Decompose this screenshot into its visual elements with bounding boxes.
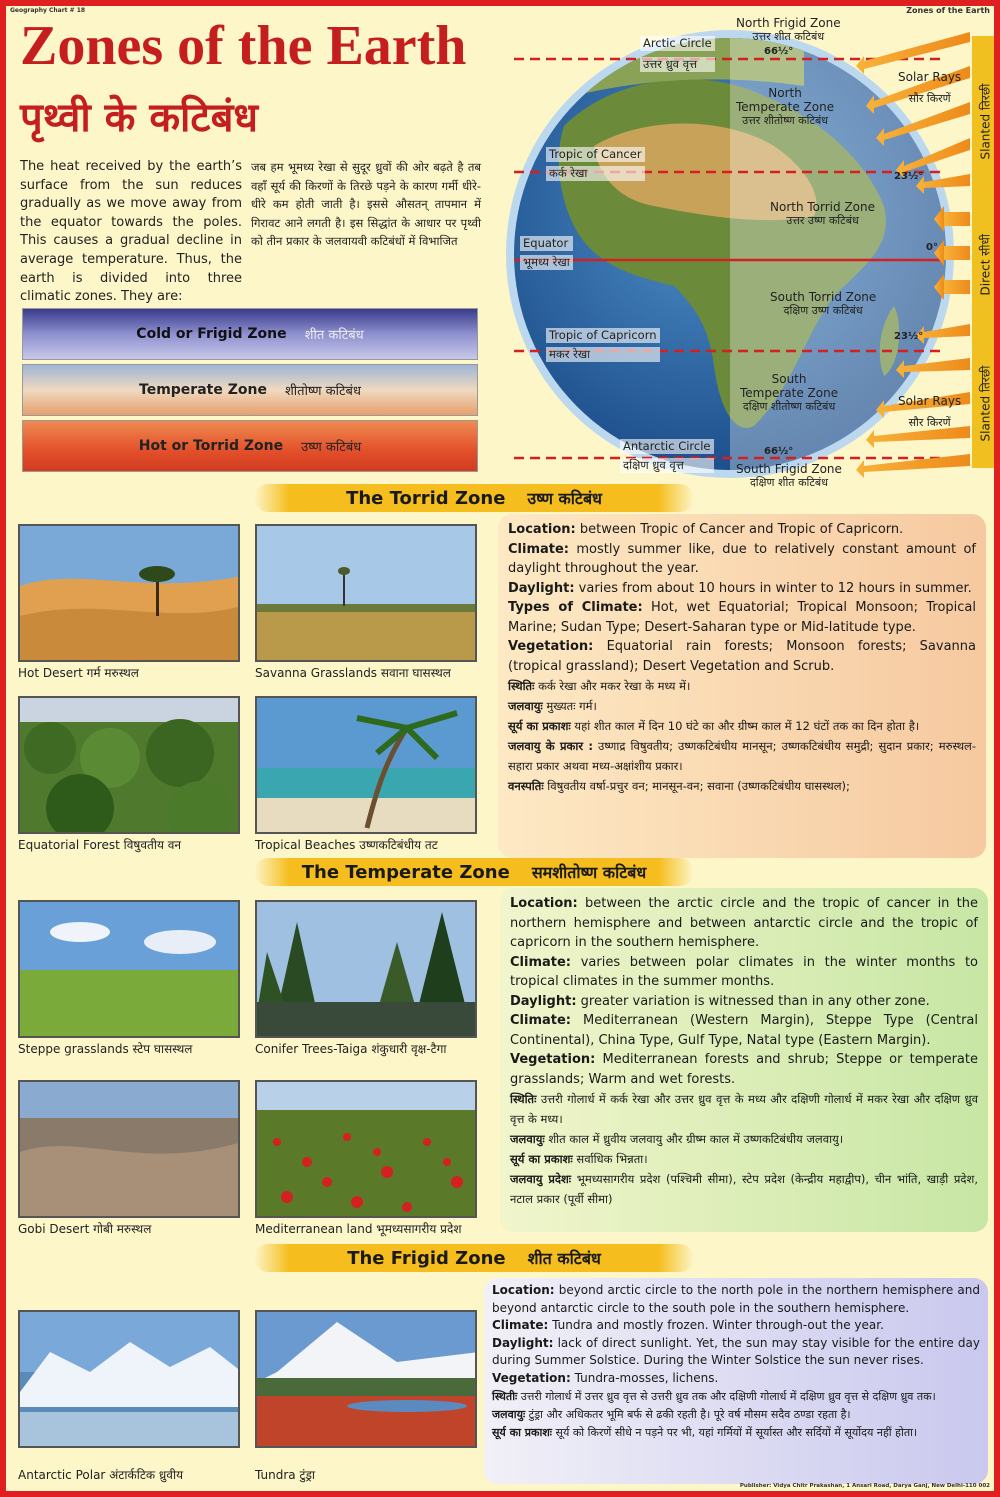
tundra-image [257, 1312, 477, 1448]
info-item [508, 696, 976, 716]
line-name: Tropic of Capricorn [546, 328, 660, 343]
steppe-photo [18, 900, 240, 1038]
solar-rays-text-hindi: सौर किरणें [908, 92, 951, 105]
south-frigid-zone-label [736, 462, 842, 490]
zone-name: Temperate Zone [740, 386, 839, 400]
degree-66-north: 66½° [764, 46, 794, 57]
page-title: Zones of the Earth [20, 15, 467, 77]
info-item [510, 1169, 978, 1209]
savanna-caption: Savanna Grasslands सवाना घासस्थल [255, 666, 451, 680]
steppe-caption: Steppe grasslands स्टेप घासस्थल [18, 1042, 193, 1056]
info-key: स्थितीः [492, 1389, 518, 1403]
zone-bar-label: Cold or Frigid Zone [136, 326, 287, 342]
savanna-image [257, 526, 477, 662]
tropic-of-capricorn-label [546, 328, 660, 362]
hot-desert-photo [18, 524, 240, 662]
solar-rays-label-top [898, 70, 961, 106]
tropic-of-cancer-label [546, 147, 645, 181]
antarctic-photo [18, 1310, 240, 1448]
info-item [492, 1370, 980, 1388]
info-item [508, 776, 976, 796]
slanted-label-bottom: Slanted तिरछी [978, 365, 993, 442]
intro-text-hindi: जब हम भूमध्य रेखा से सुदूर ध्रुवों की ओर बढ़ते है तब वहाँ सूर्य की किरणों के तिरछे पड़ने के कारण गर्मी धीरे-धीरे कम होती जाती है। इससे औसतन् तापमान में गिरावट आने लगती है। इस सिद्धांत के आधार पर पृथ्वी को तीन प्रकार के जलवायवी कटिबंधों में विभाजित [251, 160, 481, 249]
temperate-zone-heading [254, 858, 694, 886]
north-frigid-zone-label [736, 16, 841, 44]
info-key: Location: [508, 522, 576, 537]
info-item [492, 1388, 980, 1406]
frigid-zone-heading [254, 1244, 694, 1272]
info-key: Climate: [492, 1318, 549, 1333]
info-item [508, 716, 976, 736]
info-item [508, 736, 976, 776]
south-torrid-zone-label [770, 290, 876, 318]
zone-name: South Frigid Zone [736, 462, 842, 476]
tropical-beach-image [257, 698, 477, 834]
degree-23-south: 23½° [894, 331, 924, 342]
info-value: Tundra and mostly frozen. Winter through-out the year. [548, 1318, 884, 1333]
temperate-info-hindi [510, 1089, 978, 1209]
info-key: जलवायुः [508, 699, 543, 713]
info-value: उत्तरी गोलार्ध में उत्तर ध्रुव वृत्त से उत्तरी ध्रुव तक और दक्षिणी गोलार्ध में दक्षिण ध्रुव वृत्त से दक्षिण ध्रुव तक। [517, 1389, 936, 1403]
info-key: जलवायुः [510, 1132, 545, 1146]
zone-bar-torrid [22, 420, 478, 472]
line-name: Antarctic Circle [620, 439, 714, 454]
antarctic-circle-label [620, 439, 714, 473]
torrid-info-hindi [508, 676, 976, 796]
info-item [508, 579, 976, 599]
section-title-hindi: उष्ण कटिबंध [527, 489, 602, 508]
solar-rays-text: Solar Rays [898, 394, 962, 408]
info-value: सर्वाधिक भिन्नता। [572, 1152, 648, 1166]
info-value: between Tropic of Cancer and Tropic of Capricorn. [575, 522, 904, 537]
slanted-label-top: Slanted तिरछी [978, 83, 993, 160]
north-temperate-zone-label [736, 86, 834, 128]
info-value: विषुवतीय वर्षा-प्रचुर वन; मानसून-वन; सवाना (उष्णकटिबंधीय घासस्थल); [543, 779, 850, 793]
info-value: between the arctic circle and the tropic of cancer in the northern hemisphere and between antarctic circle and the tropic of capricorn in the southern hemisphere. [510, 896, 978, 950]
info-value: Hot, wet Equatorial; Tropical Monsoon; Tropical Marine; Sudan Type; Desert-Saharan type or Mid-latitude type. [508, 600, 976, 635]
info-item [510, 1089, 978, 1129]
info-key: सूर्य का प्रकाशः [508, 719, 571, 733]
zone-name: North Torrid Zone [770, 200, 875, 214]
info-value: टुंड्रा और अधिकतर भूमि बर्फ से ढकी रहती है। पूरे वर्ष मौसम सदैव ठण्डा रहता है। [525, 1407, 851, 1421]
earth-zones-diagram [504, 6, 994, 496]
zone-bar-label-hindi: शीत कटिबंध [304, 328, 364, 343]
section-title: The Temperate Zone [301, 861, 510, 883]
info-item [510, 894, 978, 953]
info-value: mostly summer like, due to relatively constant amount of daylight throughout the year. [508, 541, 976, 576]
info-value: varies between polar climates in the winter months to tropical climates in the summer months. [510, 954, 978, 989]
mediterranean-image [257, 1082, 477, 1218]
gobi-desert-image [20, 1082, 240, 1218]
info-key: सूर्य का प्रकाशः [492, 1425, 553, 1439]
info-item [492, 1406, 980, 1424]
info-item [510, 1011, 978, 1050]
south-temperate-zone-label [740, 372, 838, 414]
hot-desert-image [20, 526, 240, 662]
solar-rays-text-hindi: सौर किरणें [908, 416, 951, 429]
north-torrid-zone-label [770, 200, 875, 228]
info-value: उत्तरी गोलार्ध में कर्क रेखा और उत्तर ध्रुव वृत्त के मध्य और दक्षिणी गोलार्ध में मकर रेखा और दक्षिण ध्रुव वृत्त के मध्य। [510, 1092, 978, 1126]
info-value: कर्क रेखा और मकर रेखा के मध्य में। [534, 679, 691, 693]
section-title: The Frigid Zone [347, 1247, 506, 1269]
degree-66-south: 66½° [764, 446, 794, 457]
antarctic-caption: Antarctic Polar अंटार्कटिक ध्रुवीय [18, 1468, 184, 1482]
info-item [492, 1282, 980, 1317]
frigid-zone-info [484, 1278, 988, 1484]
info-item [510, 1050, 978, 1089]
zone-name: Temperate Zone [736, 100, 835, 114]
hot-desert-caption: Hot Desert गर्म मरुस्थल [18, 666, 139, 680]
zone-name-hindi: उत्तर शीत कटिबंध [752, 30, 825, 43]
info-item [510, 953, 978, 992]
info-key: Location: [492, 1283, 555, 1297]
section-title: The Torrid Zone [346, 487, 506, 509]
steppe-image [20, 902, 240, 1038]
zone-name-hindi: दक्षिण शीतोष्ण कटिबंध [742, 400, 836, 413]
info-value: यहां शीत काल में दिन 10 घंटे का और ग्रीष्म काल में 12 घंटों तक का दिन होता है। [570, 719, 920, 733]
info-key: Daylight: [492, 1335, 554, 1350]
line-name-hindi: भूमध्य रेखा [520, 255, 573, 270]
equatorial-forest-image [20, 698, 240, 834]
info-key: Vegetation: [508, 639, 594, 654]
info-key: वनस्पतिः [508, 779, 544, 793]
degree-23-north: 23½° [894, 171, 924, 182]
info-value: उष्णाद्र विषुवतीय; उष्णकटिबंधीय मानसून; उष्णकटिबंधीय समुद्री; सुदान प्रकार; मरुस्थल- सहारा प्रकार अथवा मध्य-अक्षांशीय प्रकार। [508, 739, 976, 773]
corner-title: Zones of the Earth [906, 6, 990, 15]
info-value: Mediterranean forests and shrub; Steppe or temperate grasslands; Warm and wet forests. [510, 1052, 978, 1087]
line-name: Equator [520, 236, 573, 251]
arctic-circle-label [640, 36, 715, 72]
temperate-zone-info [500, 888, 988, 1232]
zone-name-hindi: दक्षिण उष्ण कटिबंध [783, 304, 863, 317]
info-key: Daylight: [508, 580, 575, 596]
line-name: Tropic of Cancer [546, 147, 645, 162]
antarctic-image [20, 1312, 240, 1448]
publisher-line: Publisher: Vidya Chitr Prakashan, 1 Ansari Road, Darya Ganj, New Delhi-110 002 [739, 1483, 990, 1489]
info-key: Climate: [508, 541, 570, 557]
info-item [492, 1424, 980, 1442]
taiga-photo [255, 900, 477, 1038]
info-key: Location: [510, 896, 578, 911]
info-value: lack of direct sunlight. Yet, the sun may stay visible for the entire day during Summer Solstice. During the Winter Solstice the sun never rises. [492, 1335, 980, 1368]
equator-label [520, 236, 573, 270]
solar-rays-text: Solar Rays [898, 70, 962, 84]
mediterranean-caption: Mediterranean land भूमध्यसागरीय प्रदेश [255, 1222, 462, 1236]
zone-bar-label-hindi: उष्ण कटिबंध [301, 440, 362, 455]
line-name-hindi: दक्षिण ध्रुव वृत्त [620, 458, 714, 473]
tropical-beach-caption: Tropical Beaches उष्णकटिबंधीय तट [255, 838, 438, 852]
info-key: जलवायु के प्रकार : [508, 739, 594, 753]
degree-0: 0° [926, 242, 938, 253]
info-key: स्थितिः [510, 1092, 537, 1106]
info-key: Types of Climate: [508, 600, 643, 615]
page-title-hindi: पृथ्वी के कटिबंध [20, 95, 259, 141]
info-key: जलवायुः [492, 1407, 526, 1421]
zone-name: South [771, 372, 807, 386]
info-item [508, 637, 976, 676]
tropical-beach-photo [255, 696, 477, 834]
info-item [508, 598, 976, 637]
info-key: सूर्य का प्रकाशः [510, 1152, 573, 1166]
tundra-photo [255, 1310, 477, 1448]
line-name-hindi: मकर रेखा [546, 347, 660, 362]
info-value: varies from about 10 hours in winter to 12 hours in summer. [574, 580, 972, 596]
chart-page [6, 6, 994, 1491]
info-key: Vegetation: [510, 1052, 596, 1067]
info-value: greater variation is witnessed than in any other zone. [576, 993, 930, 1009]
torrid-zone-info [498, 514, 986, 858]
savanna-photo [255, 524, 477, 662]
info-value: मुख्यतः गर्म। [542, 699, 597, 713]
zone-bar-frigid [22, 308, 478, 360]
info-item [510, 1129, 978, 1149]
temperate-info-en [510, 894, 978, 1089]
frigid-info-hindi [492, 1388, 980, 1442]
info-value: सूर्य को किरणें सीधे न पड़ने पर भी, यहां गर्मियों में सूर्यास्त और सर्दियों में सूर्योदय नहीं होता। [552, 1425, 918, 1439]
zone-name-hindi: दक्षिण शीत कटिबंध [749, 476, 828, 489]
section-title-hindi: समशीतोष्ण कटिबंध [531, 863, 647, 882]
zone-bar-label: Hot or Torrid Zone [138, 438, 284, 454]
equatorial-forest-photo [18, 696, 240, 834]
equatorial-forest-caption: Equatorial Forest विषुवतीय वन [18, 838, 182, 852]
info-item [492, 1335, 980, 1370]
line-name-hindi: उत्तर ध्रुव वृत्त [640, 57, 715, 72]
direct-label: Direct सीधी [978, 234, 993, 296]
info-item [510, 992, 978, 1012]
info-value: Mediterranean (Western Margin), Steppe Type (Central Continental), China Type, Gulf Type, Natal type (Eastern Margin). [510, 1013, 978, 1048]
tundra-caption: Tundra टुंड्रा [255, 1468, 316, 1482]
info-key: Vegetation: [492, 1370, 571, 1385]
zone-bar-label-hindi: शीतोष्ण कटिबंध [284, 384, 361, 399]
zone-bar-temperate [22, 364, 478, 416]
taiga-caption: Conifer Trees-Taiga शंकुधारी वृक्ष-टैगा [255, 1042, 447, 1056]
info-item [508, 520, 976, 540]
line-name: Arctic Circle [640, 36, 715, 51]
info-key: Daylight: [510, 993, 577, 1009]
torrid-info-en [508, 520, 976, 676]
chart-number: Geography Chart # 18 [10, 7, 86, 14]
torrid-zone-heading [254, 484, 694, 512]
info-item [510, 1149, 978, 1169]
gobi-desert-caption: Gobi Desert गोबी मरुस्थल [18, 1222, 152, 1236]
taiga-image [257, 902, 477, 1038]
info-key: Climate: [510, 954, 572, 970]
info-value: beyond arctic circle to the north pole in the northern hemisphere and beyond antarctic circle to the south pole in the southern hemisphere. [492, 1283, 980, 1315]
info-item [508, 540, 976, 579]
line-name-hindi: कर्क रेखा [546, 166, 645, 181]
info-key: जलवायु प्रदेशः [510, 1172, 572, 1186]
zone-name-hindi: उत्तर उष्ण कटिबंध [786, 214, 859, 227]
mediterranean-photo [255, 1080, 477, 1218]
solar-rays-label-bottom [898, 394, 961, 430]
section-title-hindi: शीत कटिबंध [527, 1249, 601, 1268]
info-value: Tundra-mosses, lichens. [570, 1370, 719, 1385]
info-key: स्थितिः [508, 679, 535, 693]
info-value: भूमध्यसागरीय प्रदेश (पश्चिमी सीमा), स्टेप प्रदेश (केन्द्रीय महाद्वीप), चीन भांति, खाड़ी प्रदेश, नटाल प्रकार (पूर्वी सीमा) [510, 1172, 979, 1206]
gobi-desert-photo [18, 1080, 240, 1218]
info-key: Climate: [510, 1013, 572, 1028]
zone-name: South Torrid Zone [770, 290, 877, 304]
intro-text: The heat received by the earth’s surface from the sun reduces gradually as we move away from the equator towards the poles. This causes a gradual decline in average temperature. Thus, the earth is divided into three climatic zones. They are: [20, 159, 242, 305]
info-item [508, 676, 976, 696]
frigid-info-en [492, 1282, 980, 1388]
zone-name: North Frigid Zone [736, 16, 841, 30]
info-item [492, 1317, 980, 1335]
info-value: Equatorial rain forests; Monsoon forests; Savanna (tropical grassland); Desert Vegetation and Scrub. [508, 639, 976, 674]
zone-name-hindi: उत्तर शीतोष्ण कटिबंध [742, 114, 829, 127]
zone-name: North [768, 86, 802, 100]
zone-bar-label: Temperate Zone [139, 382, 267, 398]
info-value: शीत काल में ध्रुवीय जलवायु और ग्रीष्म काल में उष्णकटिबंधीय जलवायु। [544, 1132, 844, 1146]
